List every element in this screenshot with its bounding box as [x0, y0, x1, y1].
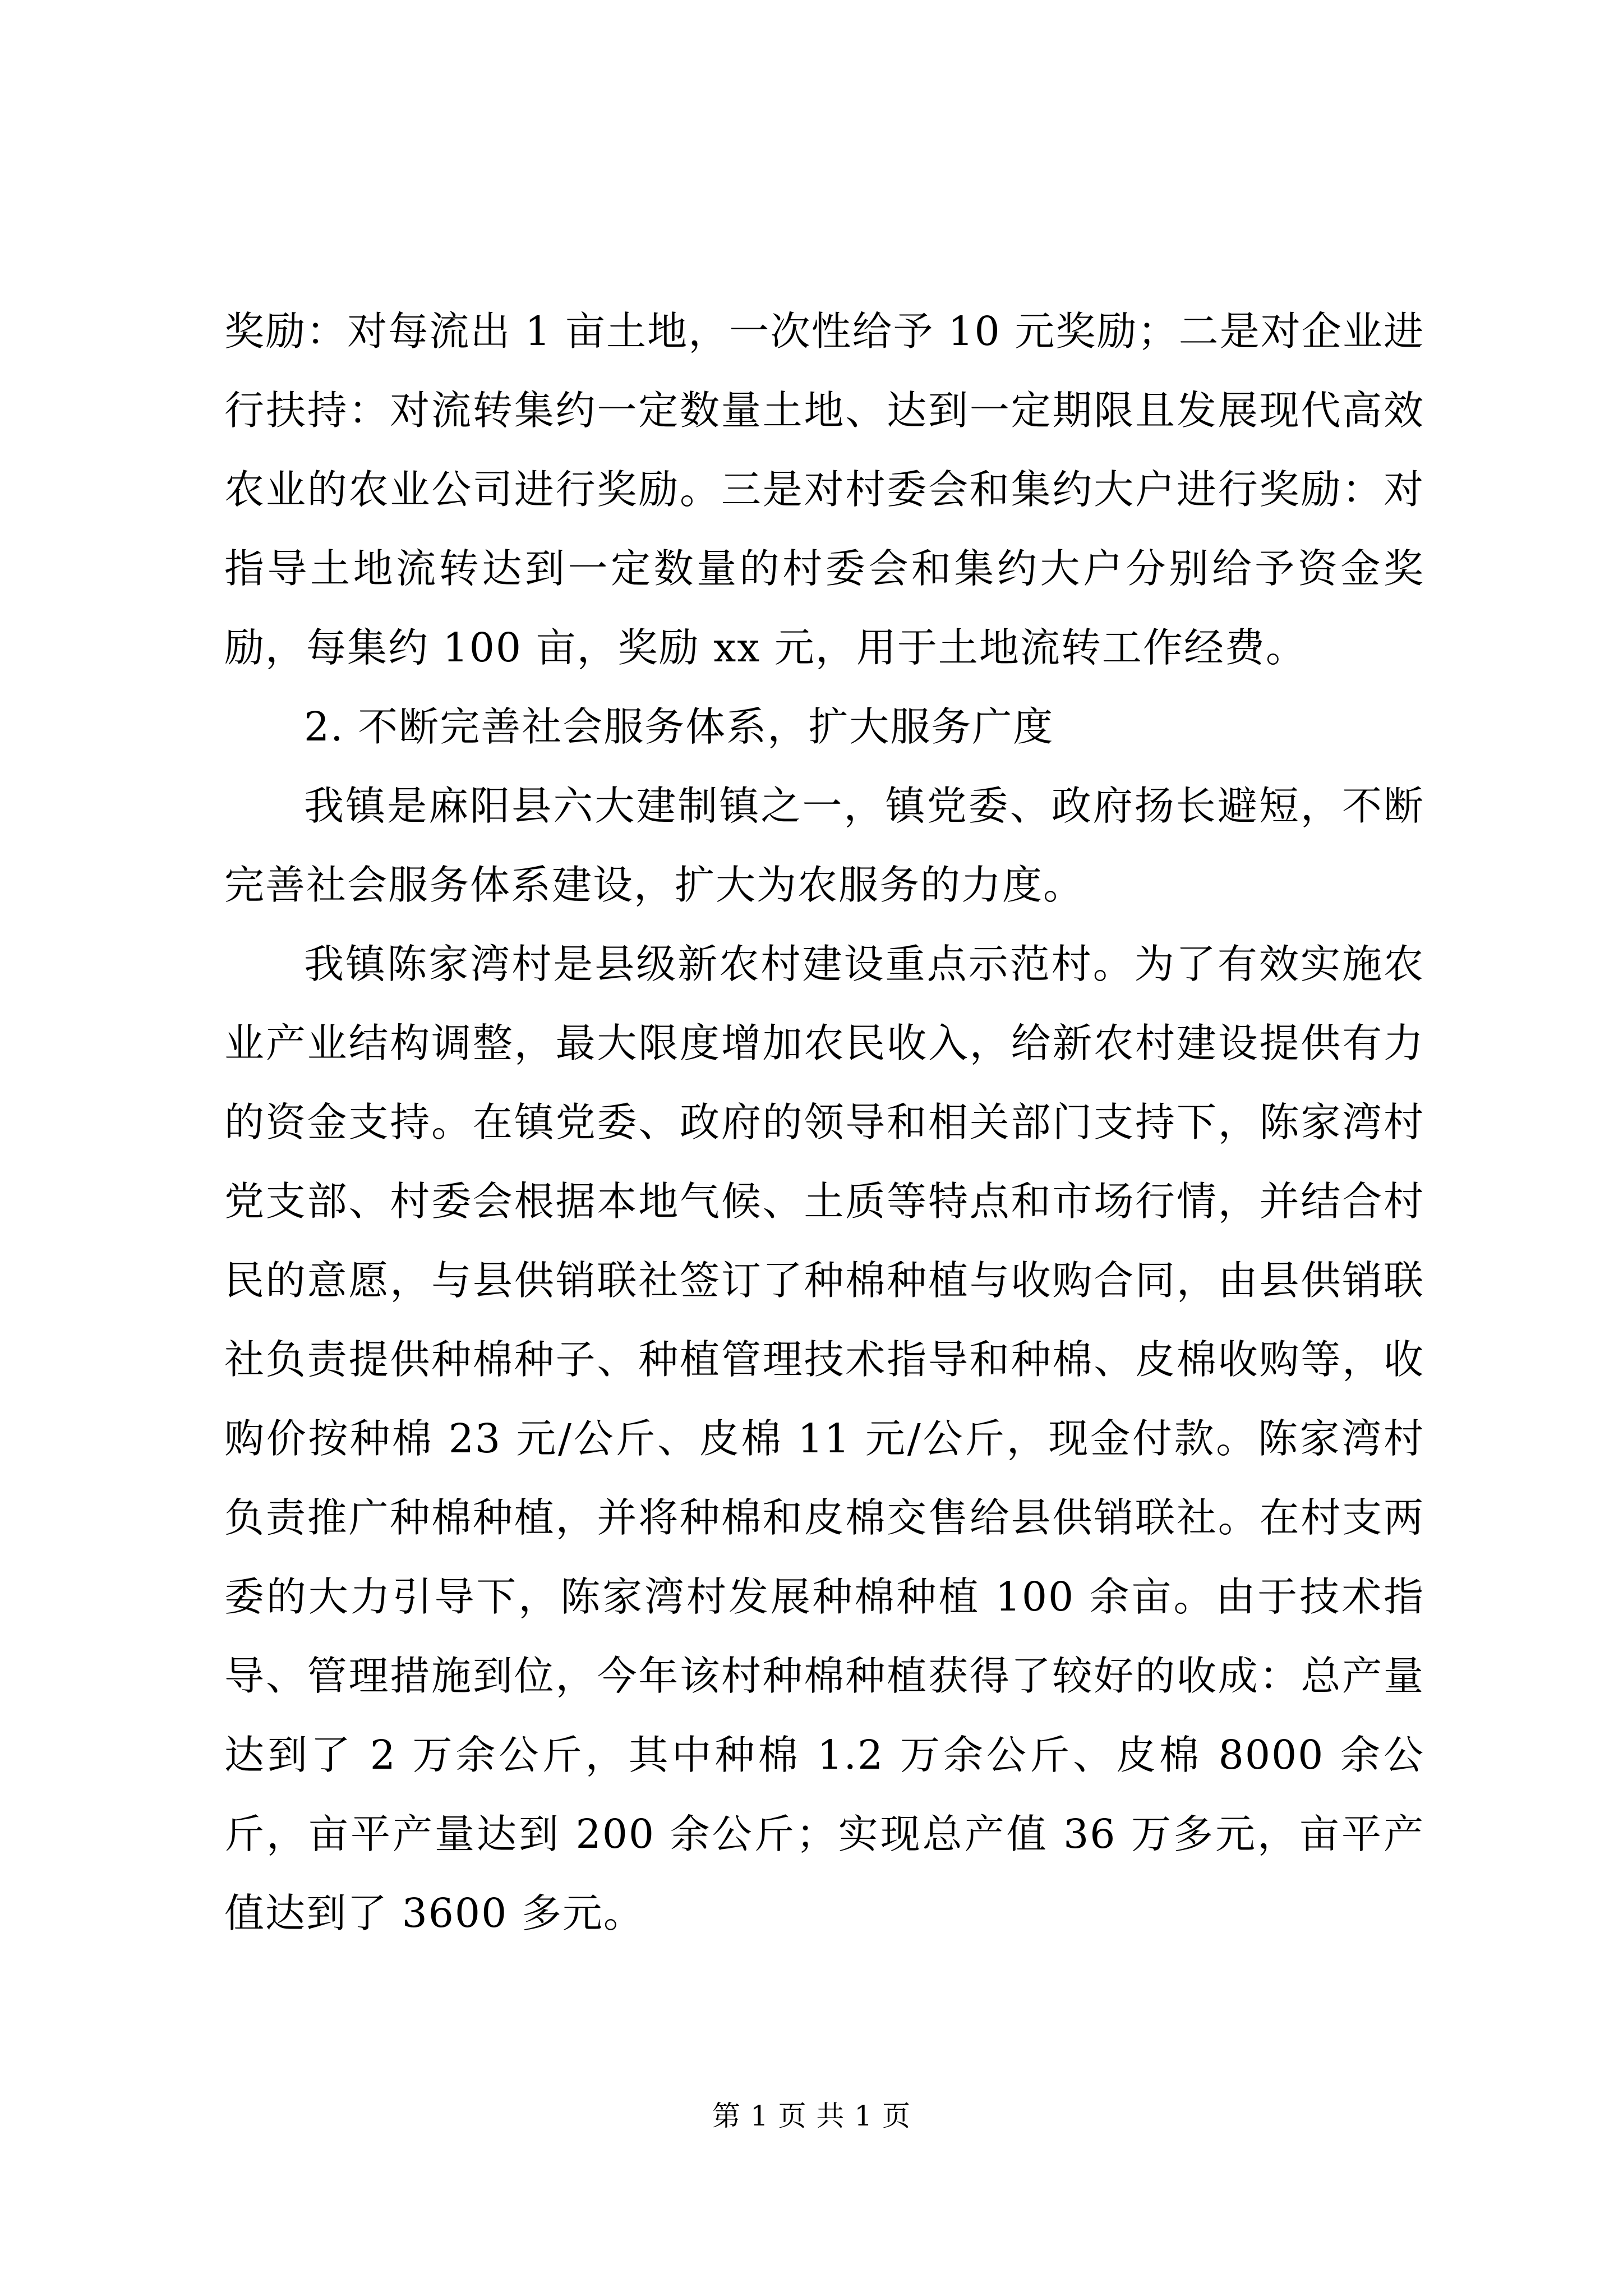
paragraph-chenjiawan-cotton: 我镇陈家湾村是县级新农村建设重点示范村。为了有效实施农业产业结构调整，最大限度增加农民收入，给新农村建设提供有力的资金支持。在镇党委、政府的领导和相关部门支持下，陈家湾村党支部、村委会根据本地气候、土质等特点和市场行情，并结合村民的意愿，与县供销联社签订了种棉种植与收购合同，由县供销联社负责提供种棉种子、种植管理技术指导和种棉、皮棉收购等，收购价按种棉 23 元/公斤、皮棉 11 元/公斤，现金付款。陈家湾村负责推广种棉种植，并将种棉和皮棉交售给县供销联社。在村支两委的大力引导下，陈家湾村发展种棉种植 100 余亩。由于技术指导、管理措施到位，今年该村种棉种植获得了较好的收成：总产量达到了 2 万余公斤，其中种棉 1.2 万余公斤、皮棉 8000 余公斤，亩平产量达到 200 余公斤；实现总产值 36 万多元，亩平产值达到了 3600 多元。: [224, 941, 1424, 1936]
page-footer: 第 1 页 共 1 页: [712, 2100, 911, 2132]
paragraph-award-policy: 奖励：对每流出 1 亩土地，一次性给予 10 元奖励；二是对企业进行扶持：对流转集约一定数量土地、达到一定期限且发展现代高效农业的农业公司进行奖励。三是对村委会和集约大户进行奖励：对指导土地流转达到一定数量的村委会和集约大户分别给予资金奖励，每集约 100 亩，奖励 xx 元，用于土地流转工作经费。: [224, 308, 1424, 671]
section-heading-social-service: 2. 不断完善社会服务体系，扩大服务广度: [304, 703, 1054, 750]
document-body: [224, 292, 1424, 1953]
paragraph-town-overview: 我镇是麻阳县六大建制镇之一，镇党委、政府扬长避短，不断完善社会服务体系建设，扩大为农服务的力度。: [224, 783, 1424, 908]
